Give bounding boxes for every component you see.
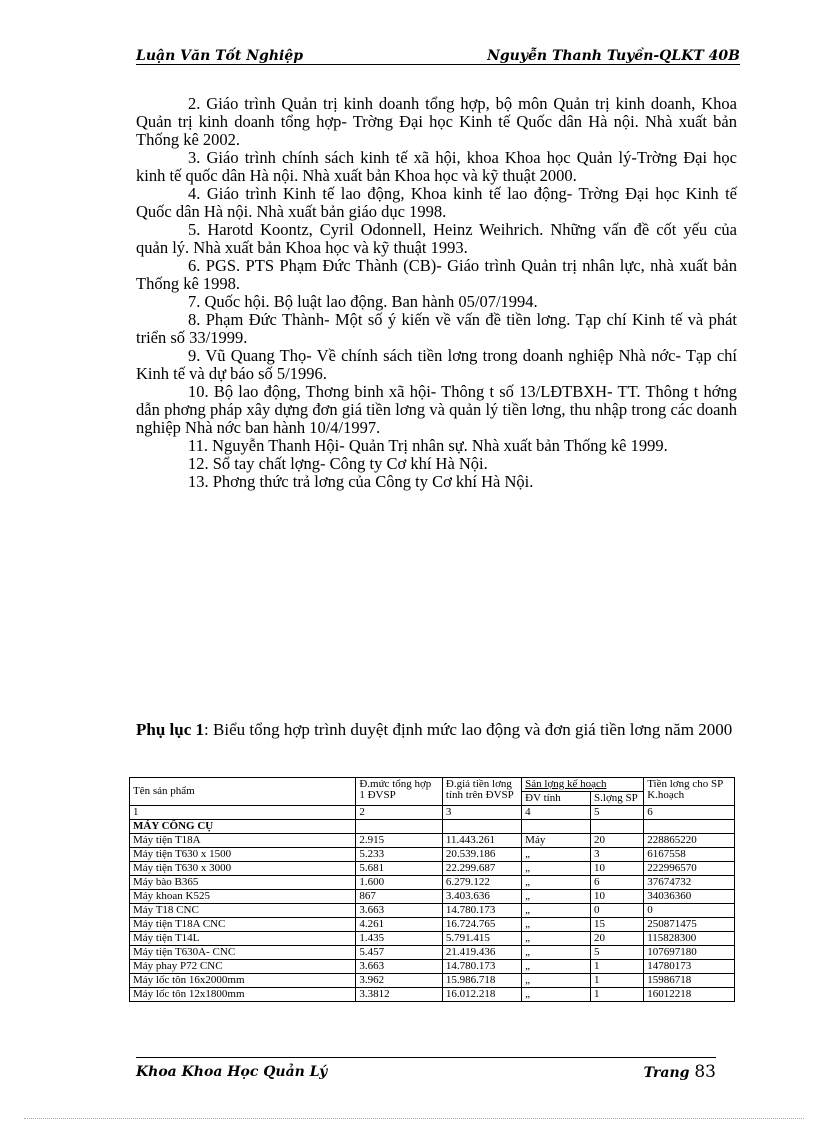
reference-item: 4. Giáo trình Kinh tế lao động, Khoa kinh tế lao động- Trờng Đại học Kinh tế Quốc dân Hà nội. Nhà xuất bản giáo dục 1998. <box>136 184 737 221</box>
header-product: Tên sản phẩm <box>130 778 356 806</box>
cell-norm: 5.457 <box>356 946 443 960</box>
table-header-row <box>130 778 735 792</box>
table-row <box>130 890 735 904</box>
table-row <box>130 904 735 918</box>
column-number: 4 <box>522 806 591 820</box>
table-row <box>130 848 735 862</box>
cell-wage: 250871475 <box>644 918 735 932</box>
header-wage: Tiền lơng cho SP K.hoạch <box>644 778 735 806</box>
cell-product: Máy tiện T18A CNC <box>130 918 356 932</box>
cell-product: Máy phay P72 CNC <box>130 960 356 974</box>
table-row <box>130 946 735 960</box>
cell-norm: 1.435 <box>356 932 443 946</box>
cell-wage: 222996570 <box>644 862 735 876</box>
header-price: Đ.giá tiền lơng tính trên ĐVSP <box>442 778 521 806</box>
column-number: 2 <box>356 806 443 820</box>
cell-qty: 0 <box>591 904 644 918</box>
footer-page-label: Trang <box>643 1065 690 1081</box>
cell-product: Máy lốc tôn 16x2000mm <box>130 974 356 988</box>
cell-price: 20.539.186 <box>442 848 521 862</box>
cell-wage: 37674732 <box>644 876 735 890</box>
reference-list <box>136 95 737 491</box>
table-body <box>130 834 735 1002</box>
header-planned-output: Sản lợng kế hoạch <box>522 778 644 792</box>
cell-product: Máy tiện T14L <box>130 932 356 946</box>
cell-norm: 2.915 <box>356 834 443 848</box>
column-number: 6 <box>644 806 735 820</box>
column-number-row <box>130 806 735 820</box>
cell-unit: „ <box>522 960 591 974</box>
cell-qty: 1 <box>591 988 644 1002</box>
reference-item: 3. Giáo trình chính sách kinh tế xã hội, khoa Khoa học Quản lý-Trờng Đại học kinh tế quốc dân Hà nội. Nhà xuất bản Khoa học và kỹ thuật 2000. <box>136 148 737 185</box>
reference-item: 6. PGS. PTS Phạm Đức Thành (CB)- Giáo trình Quản trị nhân lực, nhà xuất bản Thống kê 1998. <box>136 256 737 293</box>
appendix-label: Phụ lục 1 <box>136 720 205 739</box>
cell-qty: 1 <box>591 974 644 988</box>
column-number: 1 <box>130 806 356 820</box>
cell-unit: „ <box>522 918 591 932</box>
cell-qty: 10 <box>591 862 644 876</box>
table-row <box>130 876 735 890</box>
cell-product: Máy tiện T18A <box>130 834 356 848</box>
page-footer <box>136 1062 716 1084</box>
page-header <box>136 48 740 68</box>
reference-item: 12. Sổ tay chất lợng- Công ty Cơ khí Hà Nội. <box>188 454 488 473</box>
cell-unit: „ <box>522 890 591 904</box>
cell-qty: 10 <box>591 890 644 904</box>
cell-unit: „ <box>522 946 591 960</box>
cell-unit: „ <box>522 848 591 862</box>
cell-price: 21.419.436 <box>442 946 521 960</box>
cell-qty: 1 <box>591 960 644 974</box>
header-norm: Đ.mức tổng hợp 1 ĐVSP <box>356 778 443 806</box>
header-unit: ĐV tính <box>522 792 591 806</box>
header-thesis-title: Luận Văn Tốt Nghiệp <box>136 48 304 64</box>
reference-item: 2. Giáo trình Quản trị kinh doanh tổng hợp, bộ môn Quản trị kinh doanh, Khoa Quản trị kinh doanh tổng hợp- Trờng Đại học Kinh tế Quốc dân Hà nội. Nhà xuất bản Thống kê 2002. <box>136 94 737 149</box>
cell-qty: 15 <box>591 918 644 932</box>
cell-price: 16.012.218 <box>442 988 521 1002</box>
cell-product: Máy tiện T630 x 3000 <box>130 862 356 876</box>
cell-wage: 34036360 <box>644 890 735 904</box>
table-row <box>130 918 735 932</box>
cell-norm: 5.233 <box>356 848 443 862</box>
cell-qty: 6 <box>591 876 644 890</box>
cell-product: Máy khoan K525 <box>130 890 356 904</box>
reference-item: 10. Bộ lao động, Thơng binh xã hội- Thông t số 13/LĐTBXH- TT. Thông t hớng dẫn phơng pháp xây dựng đơn giá tiền lơng và quản lý tiền lơng, thu nhập trong các doanh nghiệp Nhà nớc ban hành 10/4/1997. <box>136 382 737 437</box>
footer-page <box>644 1062 716 1082</box>
cell-price: 22.299.687 <box>442 862 521 876</box>
table-row <box>130 974 735 988</box>
header-rule <box>136 64 740 65</box>
cell-unit: „ <box>522 876 591 890</box>
cell-unit: „ <box>522 974 591 988</box>
page-number: 83 <box>694 1062 716 1082</box>
cell-norm: 3.3812 <box>356 988 443 1002</box>
cell-price: 14.780.173 <box>442 904 521 918</box>
header-author: Nguyễn Thanh Tuyền-QLKT 40B <box>487 48 740 64</box>
cell-unit: „ <box>522 988 591 1002</box>
cell-price: 16.724.765 <box>442 918 521 932</box>
cell-wage: 6167558 <box>644 848 735 862</box>
page-edge-divider <box>24 1118 804 1119</box>
table-row <box>130 834 735 848</box>
cell-norm: 1.600 <box>356 876 443 890</box>
cell-wage: 14780173 <box>644 960 735 974</box>
cell-product: Máy tiện T630 x 1500 <box>130 848 356 862</box>
cell-wage: 228865220 <box>644 834 735 848</box>
appendix-title: : Biểu tổng hợp trình duyệt định mức lao động và đơn giá tiền lơng năm 2000 <box>204 720 733 739</box>
cell-product: Máy T18 CNC <box>130 904 356 918</box>
cell-wage: 0 <box>644 904 735 918</box>
cell-price: 11.443.261 <box>442 834 521 848</box>
column-number: 3 <box>442 806 521 820</box>
cell-wage: 16012218 <box>644 988 735 1002</box>
cell-norm: 4.261 <box>356 918 443 932</box>
table-row <box>130 932 735 946</box>
cell-unit: „ <box>522 862 591 876</box>
table-row <box>130 960 735 974</box>
header-qty: S.lợng SP <box>591 792 644 806</box>
appendix-heading <box>136 720 736 740</box>
footer-rule <box>136 1057 716 1058</box>
column-number: 5 <box>591 806 644 820</box>
cell-price: 14.780.173 <box>442 960 521 974</box>
cell-price: 15.986.718 <box>442 974 521 988</box>
cell-price: 6.279.122 <box>442 876 521 890</box>
cell-wage: 107697180 <box>644 946 735 960</box>
cell-qty: 20 <box>591 834 644 848</box>
cell-unit: „ <box>522 904 591 918</box>
cell-product: Máy lốc tôn 12x1800mm <box>130 988 356 1002</box>
cell-qty: 3 <box>591 848 644 862</box>
reference-item: 13. Phơng thức trả lơng của Công ty Cơ khí Hà Nội. <box>188 472 534 491</box>
cell-norm: 867 <box>356 890 443 904</box>
table-row <box>130 862 735 876</box>
reference-item: 9. Vũ Quang Thọ- Về chính sách tiền lơng trong doanh nghiệp Nhà nớc- Tạp chí Kinh tế và dự báo số 5/1996. <box>136 346 737 383</box>
wage-norm-table <box>129 777 735 1002</box>
reference-item: 7. Quốc hội. Bộ luật lao động. Ban hành 05/07/1994. <box>188 292 538 311</box>
cell-product: Máy tiện T630A- CNC <box>130 946 356 960</box>
reference-item: 5. Harotd Koontz, Cyril Odonnell, Heinz Weihrich. Những vấn đề cốt yếu của quản lý. Nhà xuất bản Khoa học và kỹ thuật 1993. <box>136 220 737 257</box>
table-row <box>130 988 735 1002</box>
cell-norm: 3.663 <box>356 960 443 974</box>
cell-unit: Máy <box>522 834 591 848</box>
cell-norm: 5.681 <box>356 862 443 876</box>
cell-wage: 115828300 <box>644 932 735 946</box>
cell-price: 3.403.636 <box>442 890 521 904</box>
cell-price: 5.791.415 <box>442 932 521 946</box>
cell-qty: 5 <box>591 946 644 960</box>
cell-norm: 3.663 <box>356 904 443 918</box>
cell-wage: 15986718 <box>644 974 735 988</box>
reference-item: 8. Phạm Đức Thành- Một số ý kiến về vấn đề tiền lơng. Tạp chí Kinh tế và phát triển số 33/1999. <box>136 310 737 347</box>
reference-item: 11. Nguyễn Thanh Hội- Quản Trị nhân sự. Nhà xuất bản Thống kê 1999. <box>188 436 668 455</box>
footer-faculty: Khoa Khoa Học Quản Lý <box>136 1064 328 1080</box>
category-row <box>130 820 735 834</box>
cell-unit: „ <box>522 932 591 946</box>
cell-product: Máy bào B365 <box>130 876 356 890</box>
cell-norm: 3.962 <box>356 974 443 988</box>
cell-qty: 20 <box>591 932 644 946</box>
category-label: MÁY CÔNG CỤ <box>130 820 356 834</box>
